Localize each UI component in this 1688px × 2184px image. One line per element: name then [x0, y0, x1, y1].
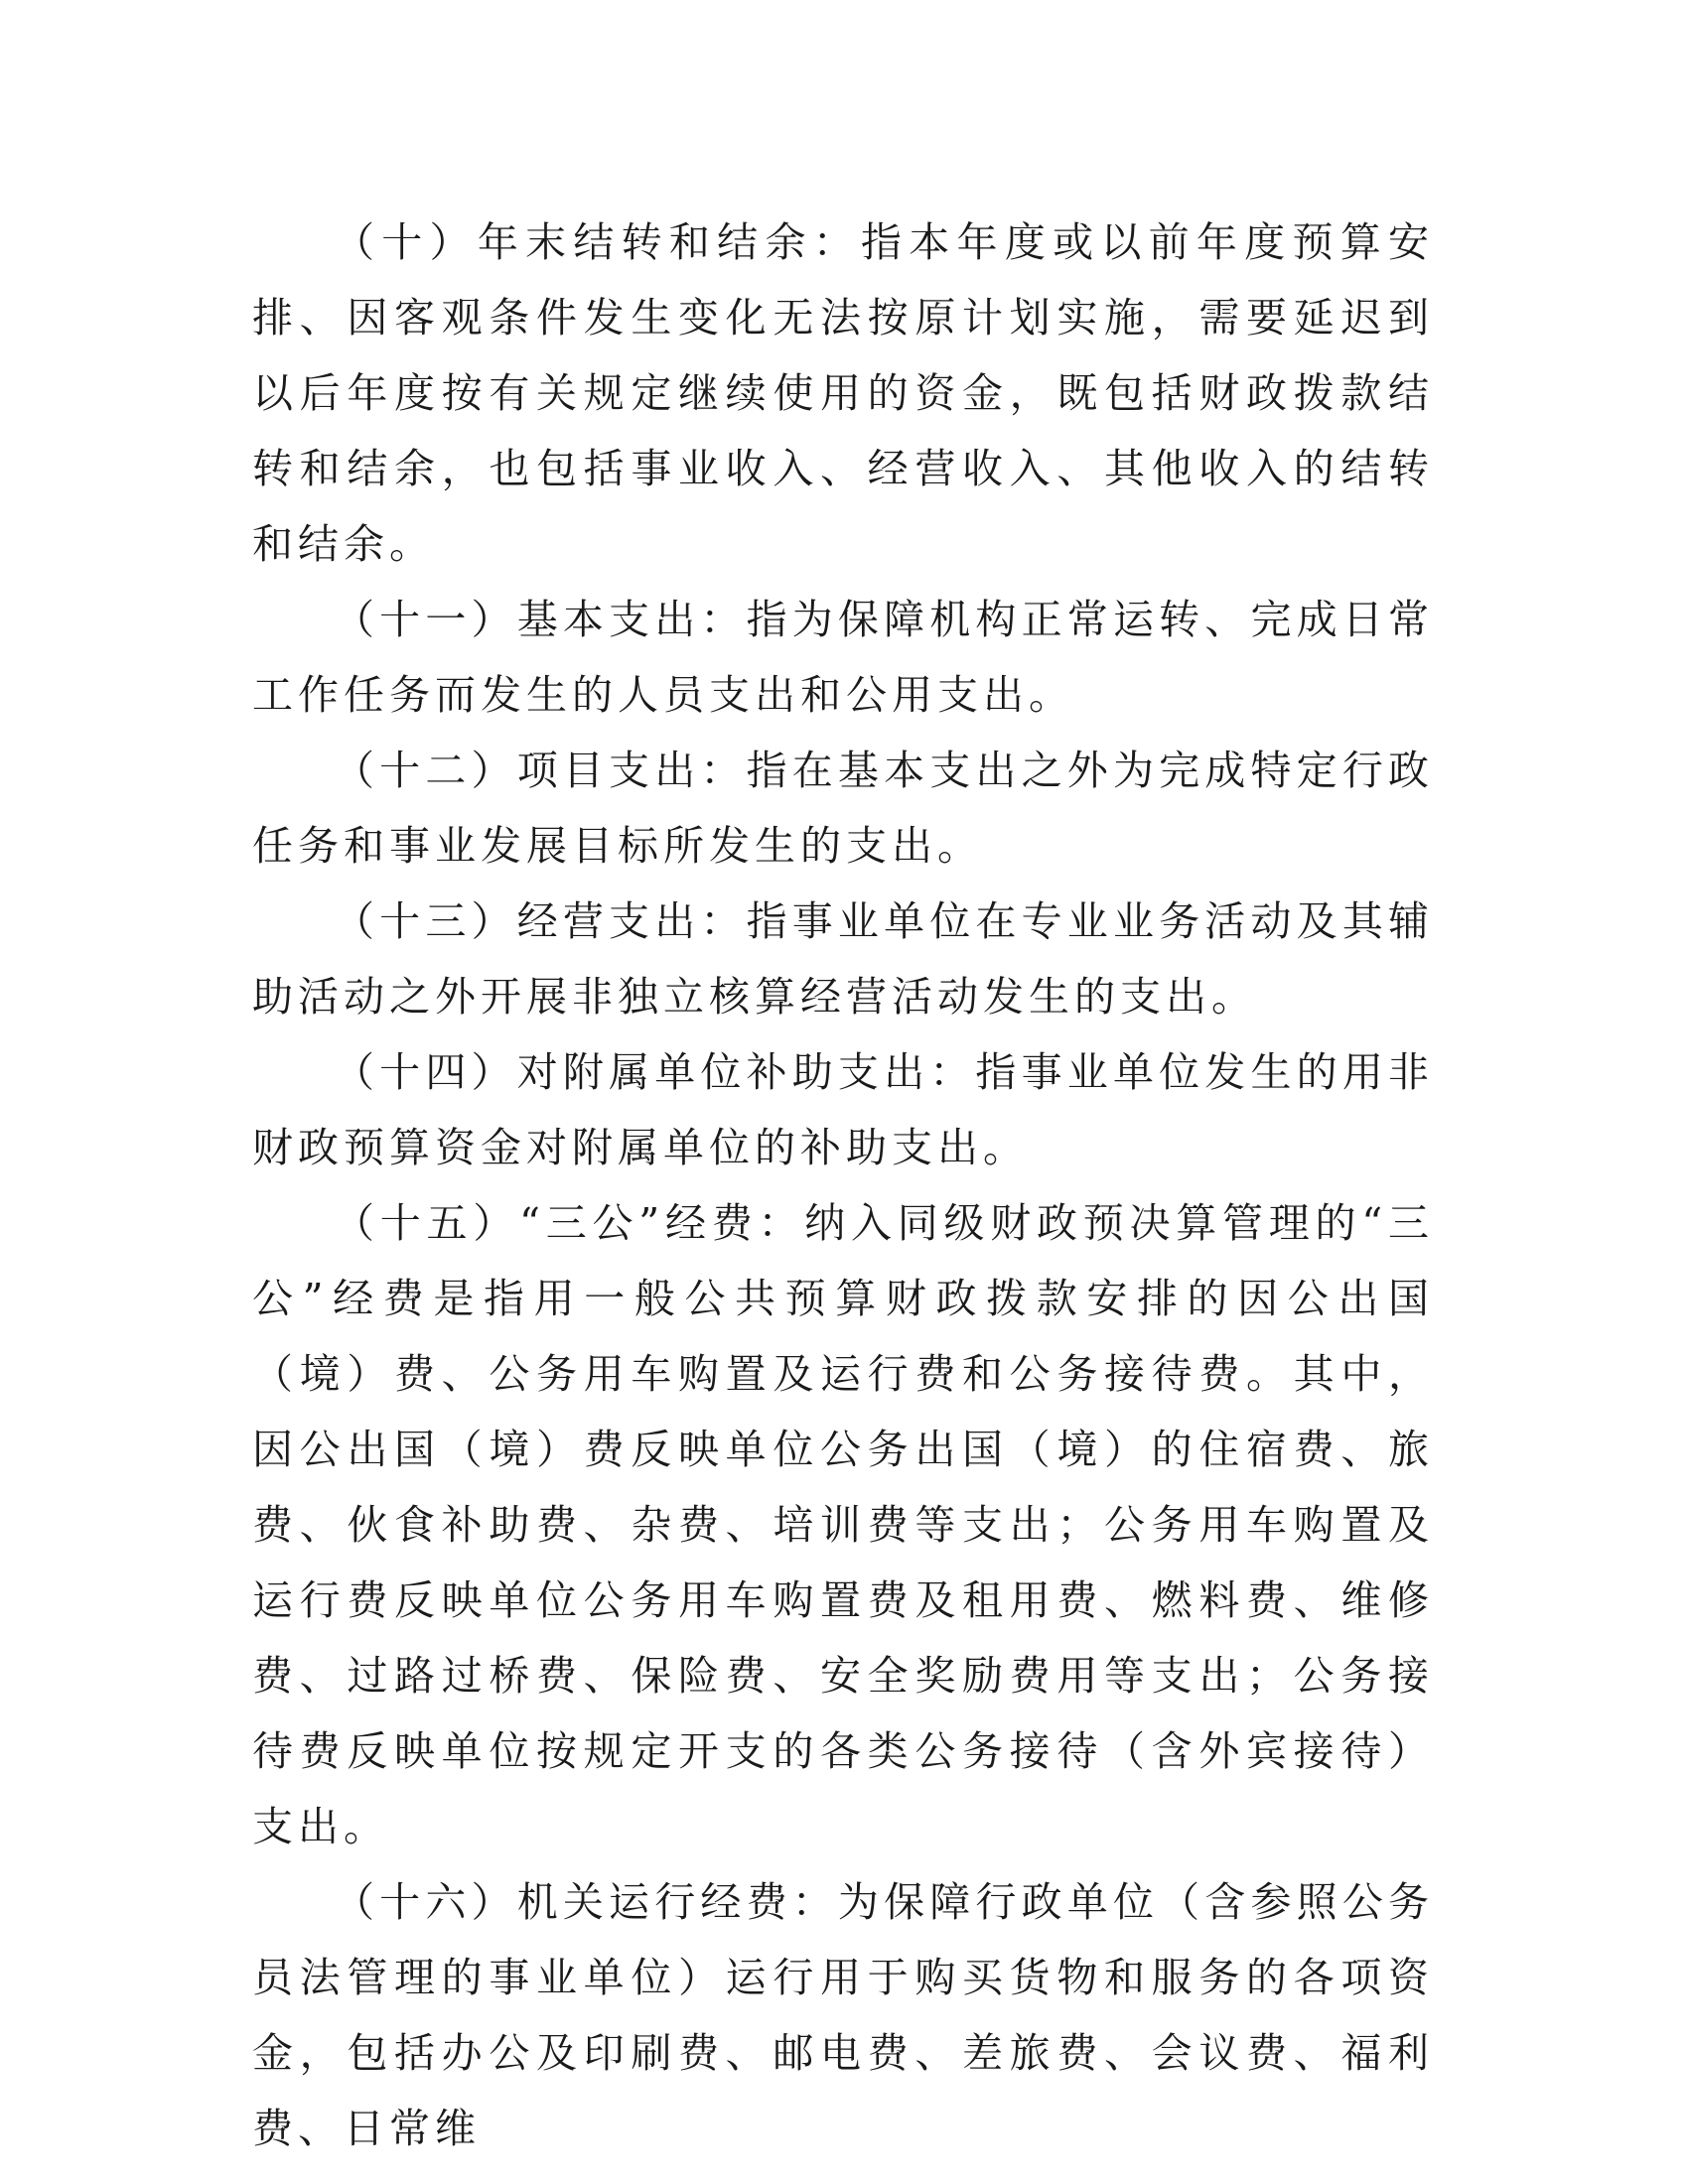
document-body — [252, 205, 1434, 2166]
paragraph-agency-operating-funds: （十六）机关运行经费：为保障行政单位（含参照公务员法管理的事业单位）运行用于购买货物和服务的各项资金，包括办公及印刷费、邮电费、差旅费、会议费、福利费、日常维 — [252, 1878, 1434, 2152]
paragraph-year-end-balance: （十）年末结转和结余：指本年度或以前年度预算安排、因客观条件发生变化无法按原计划实施，需要延迟到以后年度按有关规定继续使用的资金，既包括财政拨款结转和结余，也包括事业收入、经营收入、其他收入的结转和结余。 — [252, 218, 1434, 568]
paragraph-operating-expenditure: （十三）经营支出：指事业单位在专业业务活动及其辅助活动之外开展非独立核算经营活动发生的支出。 — [252, 897, 1434, 1021]
paragraph-project-expenditure: （十二）项目支出：指在基本支出之外为完成特定行政任务和事业发展目标所发生的支出。 — [252, 747, 1434, 870]
paragraph-three-public-expenses: （十五）“三公”经费：纳入同级财政预决算管理的“三公”经费是指用一般公共预算财政拨款安排的因公出国（境）费、公务用车购置及运行费和公务接待费。其中，因公出国（境）费反映单位公务出国（境）的住宿费、旅费、伙食补助费、杂费、培训费等支出；公务用车购置及运行费反映单位公务用车购置费及租用费、燃料费、维修费、过路过桥费、保险费、安全奖励费用等支出；公务接待费反映单位按规定开支的各类公务接待（含外宾接待）支出。 — [252, 1199, 1434, 1850]
paragraph-basic-expenditure: （十一）基本支出：指为保障机构正常运转、完成日常工作任务而发生的人员支出和公用支出。 — [252, 596, 1434, 719]
paragraph-subsidiary-subsidy: （十四）对附属单位补助支出：指事业单位发生的用非财政预算资金对附属单位的补助支出。 — [252, 1048, 1434, 1171]
